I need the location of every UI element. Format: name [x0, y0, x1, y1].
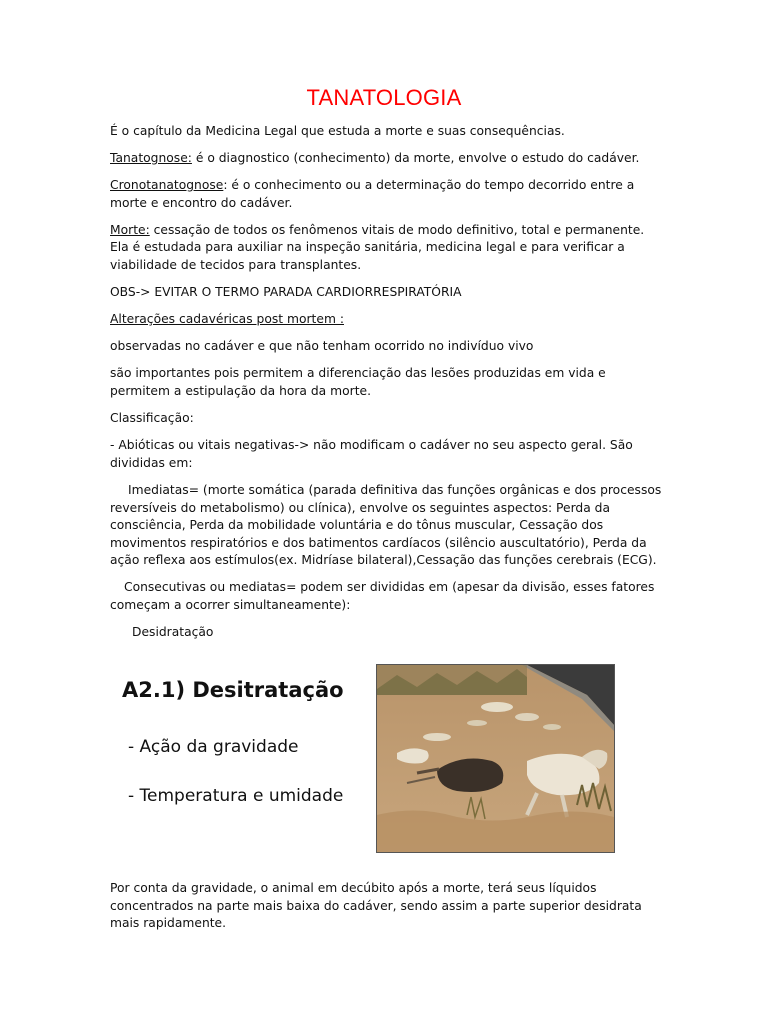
tanatognose-text: é o diagnostico (conhecimento) da morte, envolve o estudo do cadáver. — [191, 151, 640, 166]
morte-term: Morte: — [110, 222, 150, 237]
document-body — [110, 123, 665, 651]
imediatas-paragraph: Imediatas= (morte somática (parada definitiva das funções orgânicas e dos processos reversíveis do metabolismo) ou clínica), envolve os seguintes aspectos: Perda da consciência, Perda da mobilidade voluntária e do tônus muscular, Cessação dos movimentos respiratórios e dos batimentos cardíacos (silêncio auscultatório), Perda da ação reflexa aos estímulos(ex. Midríase bilateral),Cessação das funções cerebrais (ECG). — [110, 482, 662, 568]
cronotanatognose-paragraph — [110, 177, 665, 212]
cronotanatognose-text: : é o conhecimento ou a determinação do tempo decorrido entre a morte e encontro do cadáver. — [110, 178, 635, 210]
observadas-paragraph: observadas no cadáver e que não tenham ocorrido no indivíduo vivo — [110, 339, 534, 354]
cronotanatognose-term: Cronotanatognose — [110, 178, 224, 193]
consecutivas-paragraph: Consecutivas ou mediatas= podem ser divididas em (apesar da divisão, esses fatores começam a ocorrer simultaneamente): — [110, 580, 655, 612]
desidratacao-label: Desidratação — [132, 625, 214, 640]
alteracoes-heading: Alterações cadavéricas post mortem : — [110, 312, 344, 327]
intro-paragraph: É o capítulo da Medicina Legal que estuda a morte e suas consequências. — [110, 124, 565, 138]
importantes-paragraph: são importantes pois permitem a diferenciação das lesões produzidas em vida e permitem a estipulação da hora da morte. — [110, 366, 606, 399]
tanatognose-paragraph — [110, 150, 665, 168]
dead-cattle-photo — [376, 664, 615, 853]
morte-text: cessação de todos os fenômenos vitais de modo definitivo, total e permanente. Ela é estudada para auxiliar na inspeção sanitária, medicina legal e para verificar a viabilidade de tecidos para transplantes. — [110, 222, 645, 273]
morte-paragraph — [110, 222, 665, 275]
slide-bullet-gravity: - Ação da gravidade — [128, 737, 299, 757]
conclusion-paragraph: Por conta da gravidade, o animal em decúbito após a morte, terá seus líquidos concentrados na parte mais baixa do cadáver, sendo assim a parte superior desidrata mais rapidamente. — [110, 881, 642, 931]
obs-paragraph: OBS-> EVITAR O TERMO PARADA CARDIORRESPIRATÓRIA — [110, 285, 462, 300]
conclusion-block — [110, 880, 665, 942]
slide-text-panel — [110, 662, 372, 852]
slide-bullet-temperature: - Temperatura e umidade — [128, 786, 344, 806]
document-title: TANATOLOGIA — [306, 85, 462, 110]
slide-heading: A2.1) Desitratação — [122, 678, 344, 702]
desidratacao-figure — [110, 662, 615, 852]
tanatognose-term: Tanatognose: — [110, 151, 192, 166]
classificacao-label: Classificação: — [110, 411, 194, 426]
abioticas-paragraph: - Abióticas ou vitais negativas-> não modificam o cadáver no seu aspecto geral. São divididas em: — [110, 438, 633, 470]
